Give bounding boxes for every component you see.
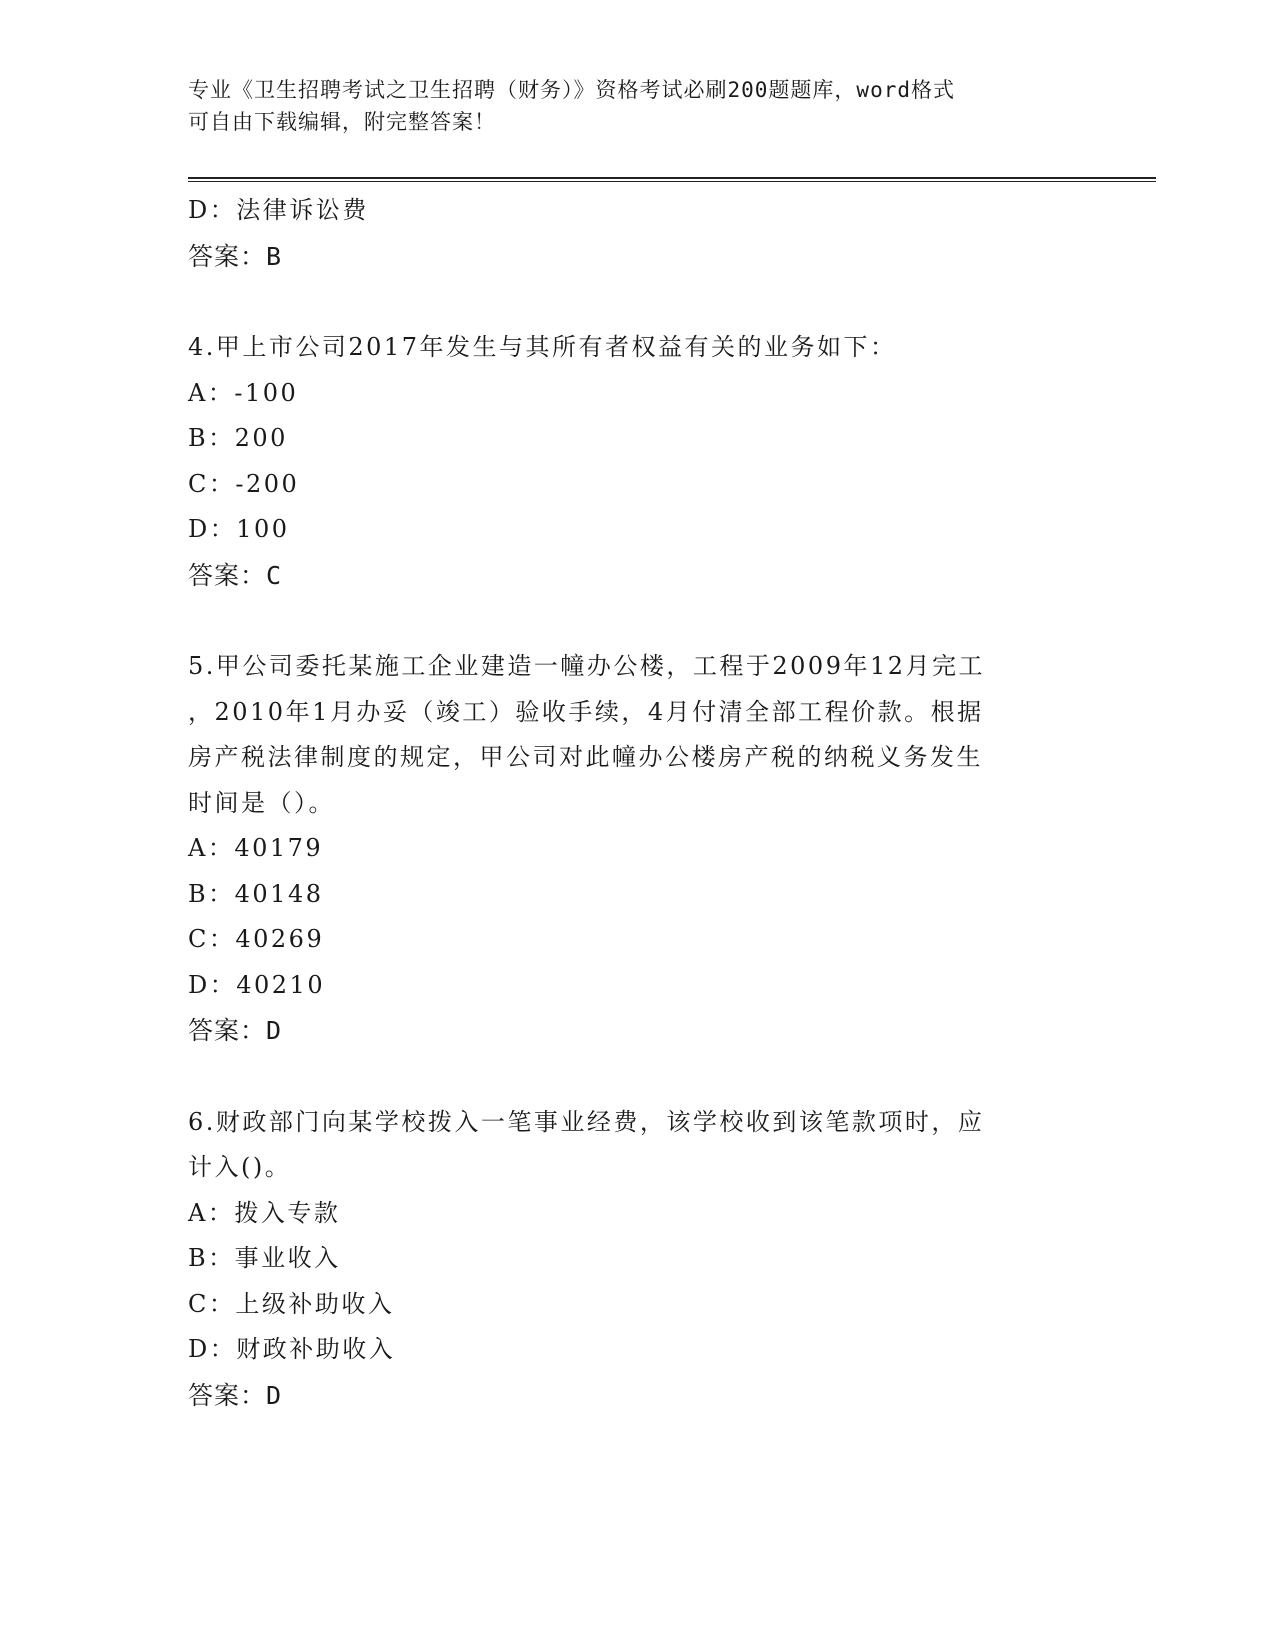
q4-option-a: A：-100 (188, 378, 299, 407)
q5-stem-line-2: ，2010年1月办妥（竣工）验收手续，4月付清全部工程价款。根据 (188, 697, 984, 726)
q4-option-d: D：100 (188, 515, 290, 543)
q6-stem-line-2: 计入()。 (188, 1153, 292, 1181)
q4-stem: 4.甲上市公司2017年发生与其所有者权益有关的业务如下： (188, 333, 897, 361)
q6-option-d: D：财政补助收入 (188, 1335, 396, 1363)
q5-option-b: B：40148 (188, 879, 324, 908)
question-5 (188, 644, 1088, 1054)
q5-stem-line-1: 5.甲公司委托某施工企业建造一幢办公楼，工程于2009年12月完工 (188, 652, 986, 680)
document-header (188, 74, 1068, 138)
q5-option-a: A：40179 (188, 834, 324, 862)
q6-option-a: A：拨入专款 (188, 1198, 341, 1227)
q4-answer: 答案：C (188, 560, 283, 590)
q5-stem-line-3: 房产税法律制度的规定，甲公司对此幢办公楼房产税的纳税义务发生 (188, 743, 983, 771)
question-4 (188, 325, 1088, 598)
q5-option-c: C：40269 (188, 925, 325, 953)
q5-answer: 答案：D (188, 1016, 283, 1045)
q6-option-b: B：事业收入 (188, 1244, 341, 1272)
header-divider (188, 177, 1156, 182)
q6-answer: 答案：D (188, 1380, 283, 1410)
question-list (188, 188, 1088, 1418)
q3-answer: 答案：B (188, 241, 283, 271)
header-line-1: 专业《卫生招聘考试之卫生招聘（财务）》资格考试必刷200题题库，word格式 (188, 78, 955, 102)
q4-option-c: C：-200 (188, 469, 300, 498)
header-line-2: 可自由下载编辑，附完整答案！ (188, 110, 496, 134)
q3-option-d: D：法律诉讼费 (188, 196, 369, 224)
q4-option-b: B：200 (188, 424, 288, 452)
question-6 (188, 1100, 1088, 1419)
q6-stem-line-1: 6.财政部门向某学校拨入一笔事业经费，该学校收到该笔款项时，应 (188, 1107, 985, 1136)
q6-option-c: C：上级补助收入 (188, 1289, 395, 1318)
question-3-tail (188, 188, 1088, 279)
q5-option-d: D：40210 (188, 970, 326, 999)
q5-stem-line-4: 时间是（）。 (188, 788, 335, 817)
